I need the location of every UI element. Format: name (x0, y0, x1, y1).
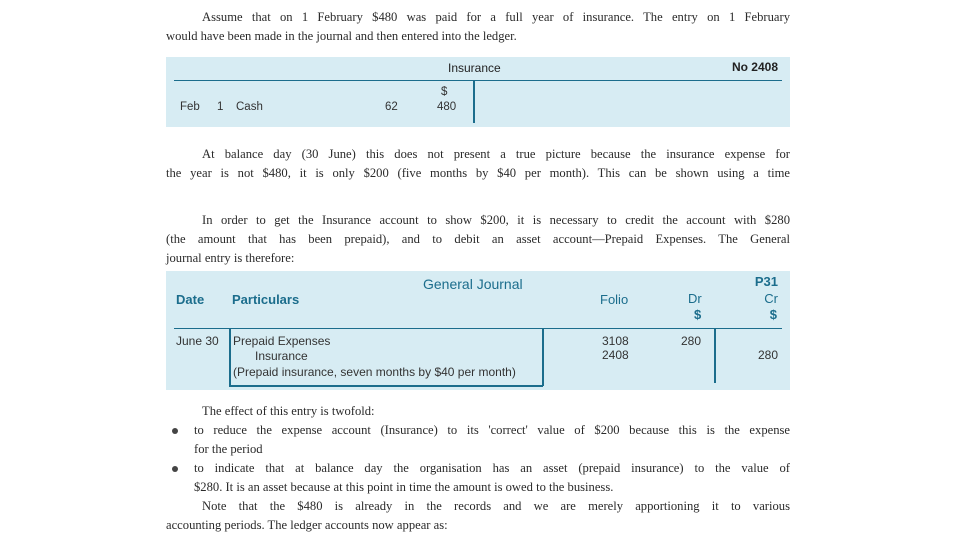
journal-debit-folio: 3108 (602, 334, 629, 348)
ledger-day: 1 (217, 101, 224, 113)
ledger-folio: 62 (385, 101, 398, 113)
journal-header-cr: Cr (764, 291, 778, 306)
journal-title: General Journal (423, 276, 523, 292)
journal-credit-folio: 2408 (602, 348, 629, 362)
insurance-ledger-account (166, 57, 790, 127)
journal-header-dr-currency: $ (694, 307, 702, 322)
text-line: for the period (194, 442, 263, 456)
text-line: At balance day (30 June) this does not present a true picture because the insurance expense for (202, 147, 790, 161)
journal-header-cr-currency: $ (769, 307, 777, 322)
journal-header-rule (174, 328, 782, 329)
balance-day-paragraph (166, 145, 790, 183)
text-line: to reduce the expense account (Insurance) to its 'correct' value of $200 because this is the expense (194, 423, 790, 437)
intro-paragraph (166, 8, 790, 46)
journal-header-particulars: Particulars (232, 292, 300, 307)
text-line: Note that the $480 is already in the records and we are merely apportioning it to various (202, 499, 790, 513)
text-line: (the amount that has been prepaid), and to debit an asset account—Prepaid Expenses. The General (166, 232, 790, 246)
bullet-dot-icon (172, 466, 178, 472)
journal-divider (229, 329, 231, 386)
journal-divider (542, 329, 544, 386)
text-line: Assume that on 1 February $480 was paid for a full year of insurance. The entry on 1 February (202, 10, 790, 24)
text-line: The effect of this entry is twofold: (202, 404, 375, 418)
text-line: to indicate that at balance day the organisation has an asset (prepaid insurance) to the value of (194, 461, 790, 475)
ledger-particulars: Cash (236, 101, 263, 113)
journal-bottom-rule (229, 385, 543, 387)
ledger-divider (473, 81, 475, 123)
ledger-amount: 480 (437, 101, 457, 113)
journal-entry-date: June 30 (176, 334, 219, 348)
journal-header-folio: Folio (600, 292, 629, 307)
journal-header-date: Date (176, 292, 205, 307)
journal-credit-account: Insurance (255, 349, 308, 363)
text-line: accounting periods. The ledger accounts now appear as: (166, 518, 448, 532)
effect-paragraph (166, 402, 790, 535)
general-journal (166, 271, 790, 390)
journal-divider (714, 329, 716, 383)
ledger-account-number: No 2408 (731, 60, 778, 74)
bullet-item (166, 421, 790, 459)
ledger-account-name: Insurance (448, 61, 501, 75)
bullet-item (166, 459, 790, 497)
journal-debit-account: Prepaid Expenses (233, 334, 331, 348)
ledger-rule (174, 80, 782, 81)
text-line: would have been made in the journal and then entered into the ledger. (166, 29, 517, 43)
ledger-month: Feb (180, 101, 200, 113)
journal-debit-amount: 280 (681, 334, 702, 348)
journal-header-dr: Dr (688, 291, 702, 306)
journal-page-number: P31 (754, 274, 778, 289)
text-line: the year is not $480, it is only $200 (five months by $40 per month). This can be shown using a time (166, 166, 790, 180)
text-line: journal entry is therefore: (166, 251, 295, 265)
text-line: In order to get the Insurance account to show $200, it is necessary to credit the account with $280 (202, 213, 790, 227)
bullet-dot-icon (172, 428, 178, 434)
journal-narration: (Prepaid insurance, seven months by $40 per month) (233, 365, 516, 379)
adjustment-paragraph (166, 211, 790, 268)
journal-credit-amount: 280 (757, 348, 778, 362)
text-line: $280. It is an asset because at this point in time the amount is owed to the business. (194, 480, 614, 494)
ledger-currency: $ (441, 86, 448, 98)
